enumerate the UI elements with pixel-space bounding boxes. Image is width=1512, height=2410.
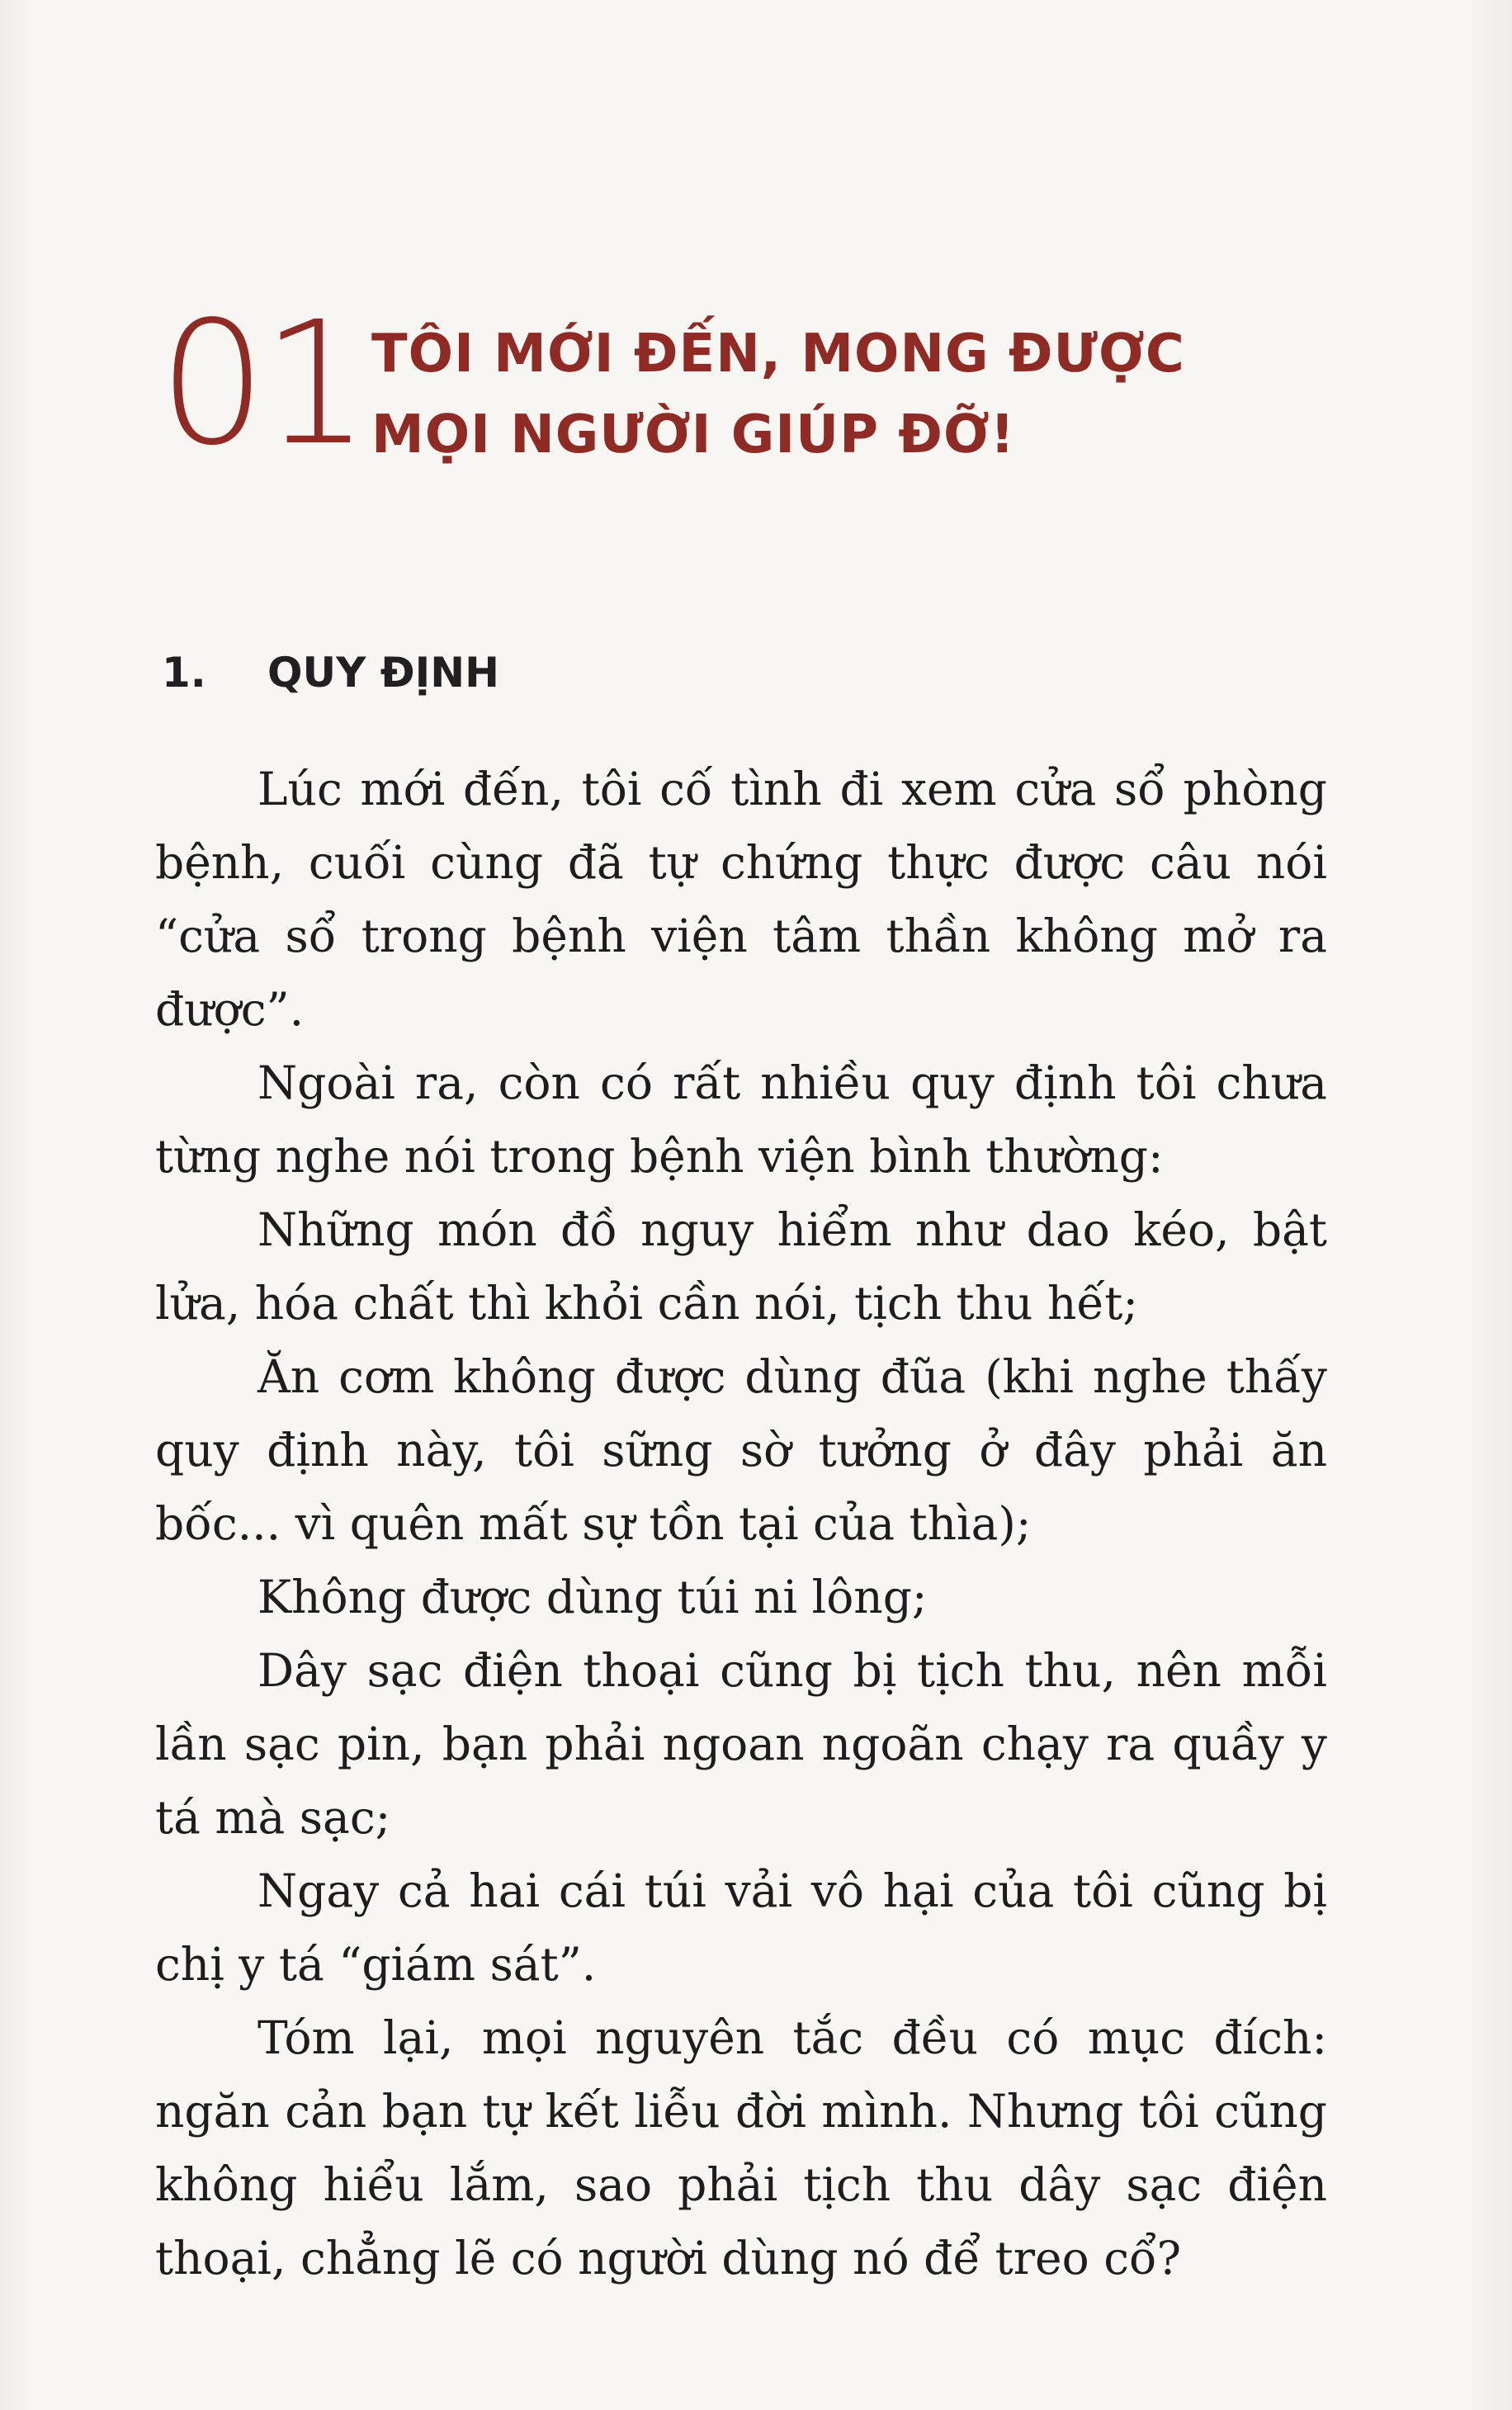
- paragraph: Ngay cả hai cái túi vải vô hại của tôi cũng bị chị y tá “giám sát”.: [155, 1864, 1327, 1991]
- chapter-header: [158, 285, 1355, 483]
- paragraph: Tóm lại, mọi nguyên tắc đều có mục đích: ngăn cản bạn tự kết liễu đời mình. Nhưng tôi cũng không hiểu lắm, sao phải tịch thu dây sạc điện thoại, chẳng lẽ có người dùng nó để treo cổ?: [155, 2011, 1327, 2285]
- body-text: [155, 753, 1327, 2295]
- paragraph: Ăn cơm không được dùng đũa (khi nghe thấy quy định này, tôi sững sờ tưởng ở đây phải ăn bốc... vì quên mất sự tồn tại của thìa);: [155, 1350, 1327, 1550]
- paragraph: Những món đồ nguy hiểm như dao kéo, bật lửa, hóa chất thì khỏi cần nói, tịch thu hết;: [155, 1203, 1327, 1330]
- section-title: QUY ĐỊNH: [267, 649, 499, 697]
- paragraph: Ngoài ra, còn có rất nhiều quy định tôi chưa từng nghe nói trong bệnh viện bình thường:: [155, 1056, 1327, 1183]
- chapter-title-line-1: TÔI MỚI ĐẾN, MONG ĐƯỢC: [371, 324, 1185, 385]
- paragraph: Lúc mới đến, tôi cố tình đi xem cửa sổ phòng bệnh, cuối cùng đã tự chứng thực được câu nói “cửa sổ trong bệnh viện tâm thần không mở ra được”.: [155, 763, 1327, 1036]
- section-heading: [162, 644, 499, 702]
- chapter-title: [371, 314, 1185, 475]
- paragraph: Dây sạc điện thoại cũng bị tịch thu, nên mỗi lần sạc pin, bạn phải ngoan ngoãn chạy ra quầy y tá mà sạc;: [155, 1644, 1327, 1844]
- chapter-title-line-2: MỌI NGƯỜI GIÚP ĐỠ!: [371, 404, 1015, 465]
- section-number: 1.: [162, 649, 206, 697]
- paragraph: Không được dùng túi ni lông;: [258, 1571, 928, 1623]
- chapter-number: 01: [158, 285, 366, 483]
